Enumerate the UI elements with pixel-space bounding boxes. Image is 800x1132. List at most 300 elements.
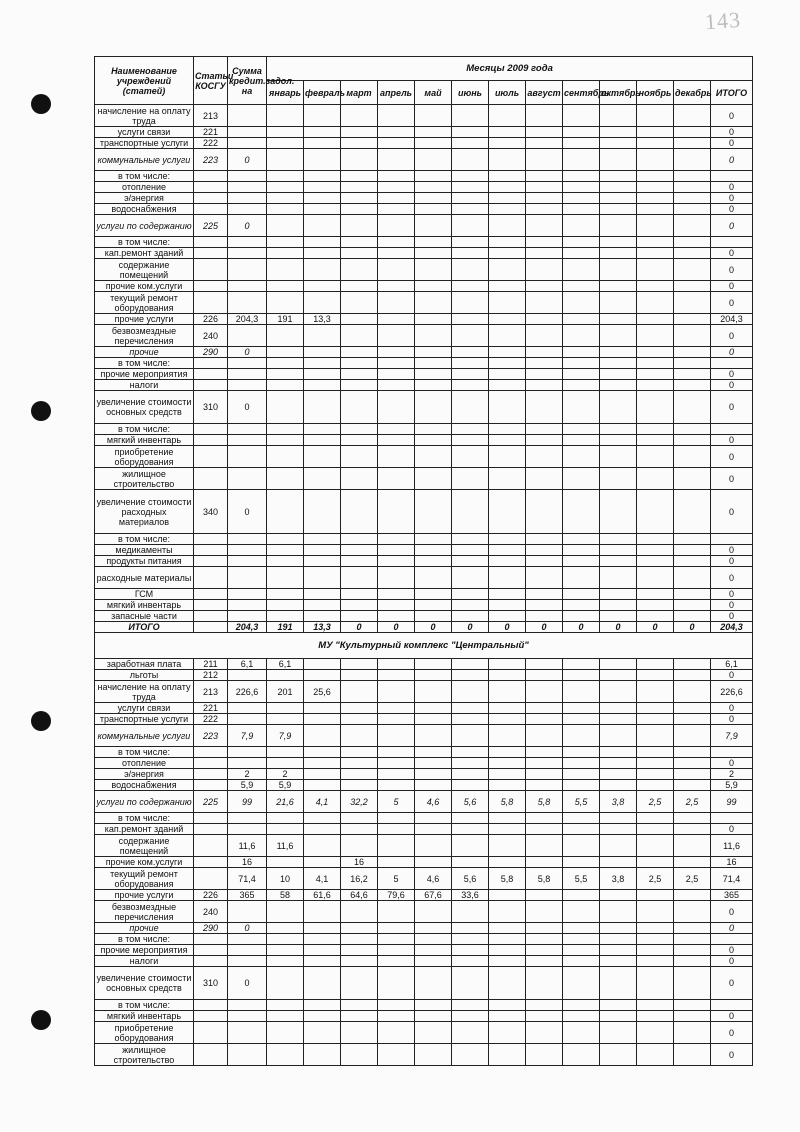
row-month-value	[674, 747, 711, 758]
row-month-value	[600, 237, 637, 248]
row-month-value: 11,6	[267, 835, 304, 857]
row-month-value	[526, 127, 563, 138]
row-name: коммунальные услуги	[95, 149, 194, 171]
row-month-value	[267, 670, 304, 681]
row-month-value	[378, 857, 415, 868]
row-name: жилищное строительство	[95, 468, 194, 490]
row-month-value	[600, 446, 637, 468]
row-total: 0	[711, 956, 753, 967]
row-month-value	[637, 193, 674, 204]
row-total: 99	[711, 791, 753, 813]
table-row	[95, 567, 753, 589]
row-month-value	[563, 725, 600, 747]
row-month-value	[674, 534, 711, 545]
row-debt: 7,9	[228, 725, 267, 747]
row-debt: 99	[228, 791, 267, 813]
row-month-value	[415, 589, 452, 600]
row-month-value	[489, 468, 526, 490]
row-month-value: 5	[378, 791, 415, 813]
row-kosgu: 240	[194, 901, 228, 923]
header-month: март	[341, 81, 378, 105]
row-month-value	[341, 813, 378, 824]
row-month-value	[637, 358, 674, 369]
row-month-value: 5,6	[452, 791, 489, 813]
row-month-value	[341, 589, 378, 600]
row-month-value	[304, 611, 341, 622]
row-month-value	[526, 1022, 563, 1044]
row-month-value	[674, 611, 711, 622]
row-month-value	[600, 248, 637, 259]
row-month-value	[674, 813, 711, 824]
row-month-value	[415, 1011, 452, 1022]
row-name: начисление на оплату труда	[95, 105, 194, 127]
row-month-value	[304, 127, 341, 138]
row-month-value	[341, 967, 378, 1000]
row-month-value	[452, 490, 489, 534]
row-name: в том числе:	[95, 934, 194, 945]
row-month-value	[415, 670, 452, 681]
row-month-value	[378, 358, 415, 369]
table-row	[95, 934, 753, 945]
row-month-value	[637, 725, 674, 747]
row-month-value	[674, 1011, 711, 1022]
row-name: увеличение стоимости расходных материалов	[95, 490, 194, 534]
row-kosgu: 222	[194, 138, 228, 149]
row-month-value	[600, 127, 637, 138]
row-month-value	[304, 670, 341, 681]
row-month-value	[415, 292, 452, 314]
row-month-value	[637, 1044, 674, 1066]
row-total: 0	[711, 138, 753, 149]
row-month-value	[341, 934, 378, 945]
row-month-value	[378, 380, 415, 391]
row-month-value	[452, 945, 489, 956]
table-row	[95, 890, 753, 901]
row-month-value	[526, 314, 563, 325]
row-month-value	[415, 204, 452, 215]
row-name: кап.ремонт зданий	[95, 824, 194, 835]
table-row	[95, 314, 753, 325]
row-name: налоги	[95, 956, 194, 967]
row-month-value	[378, 182, 415, 193]
row-month-value	[452, 934, 489, 945]
row-month-value	[526, 534, 563, 545]
row-month-value	[341, 127, 378, 138]
row-kosgu: 340	[194, 490, 228, 534]
row-month-value	[600, 1000, 637, 1011]
row-name: текущий ремонт оборудования	[95, 868, 194, 890]
row-month-value	[415, 237, 452, 248]
row-total: 0	[711, 758, 753, 769]
row-month-value	[415, 769, 452, 780]
row-month-value	[378, 611, 415, 622]
row-month-value	[637, 681, 674, 703]
row-month-value	[489, 934, 526, 945]
row-month-value	[378, 769, 415, 780]
row-month-value: 4,1	[304, 791, 341, 813]
row-debt: 71,4	[228, 868, 267, 890]
row-month-value	[341, 1022, 378, 1044]
row-month-value	[415, 567, 452, 589]
row-month-value	[489, 435, 526, 446]
row-month-value	[378, 325, 415, 347]
row-kosgu	[194, 589, 228, 600]
row-total	[711, 534, 753, 545]
row-month-value	[341, 314, 378, 325]
row-month-value	[452, 292, 489, 314]
row-month-value	[341, 600, 378, 611]
row-month-value	[637, 237, 674, 248]
row-month-value	[341, 391, 378, 424]
row-month-value	[341, 138, 378, 149]
row-month-value	[489, 670, 526, 681]
row-total: 0	[711, 292, 753, 314]
row-month-value	[526, 556, 563, 567]
row-month-value	[563, 281, 600, 292]
row-month-value	[304, 659, 341, 670]
row-total	[711, 747, 753, 758]
table-row	[95, 435, 753, 446]
row-month-value	[674, 780, 711, 791]
row-month-value	[563, 534, 600, 545]
row-month-value	[378, 490, 415, 534]
row-month-value	[637, 127, 674, 138]
section-2-title	[95, 633, 753, 659]
row-total: 0	[711, 259, 753, 281]
row-month-value	[415, 281, 452, 292]
row-month-value	[600, 149, 637, 171]
row-debt	[228, 611, 267, 622]
row-month-value	[341, 769, 378, 780]
table-row	[95, 622, 753, 633]
table-row	[95, 1044, 753, 1066]
row-month-value	[341, 171, 378, 182]
row-month-value: 64,6	[341, 890, 378, 901]
row-month-value	[341, 468, 378, 490]
row-month-value	[563, 292, 600, 314]
row-month-value	[267, 358, 304, 369]
row-month-value	[489, 105, 526, 127]
row-month-value	[304, 215, 341, 237]
header-month: июль	[489, 81, 526, 105]
row-name: мягкий инвентарь	[95, 435, 194, 446]
row-month-value	[378, 171, 415, 182]
row-debt	[228, 714, 267, 725]
row-month-value	[341, 747, 378, 758]
row-month-value: 5,8	[489, 791, 526, 813]
row-month-value	[526, 670, 563, 681]
row-month-value	[489, 1022, 526, 1044]
row-month-value	[526, 369, 563, 380]
row-month-value	[637, 391, 674, 424]
row-month-value	[489, 369, 526, 380]
row-month-value	[304, 824, 341, 835]
row-name: безвозмездные перечисления	[95, 325, 194, 347]
row-month-value	[415, 813, 452, 824]
row-month-value	[526, 945, 563, 956]
row-name: ГСМ	[95, 589, 194, 600]
row-total: 0	[711, 901, 753, 923]
row-month-value	[489, 545, 526, 556]
row-month-value	[415, 468, 452, 490]
row-month-value	[637, 923, 674, 934]
row-month-value	[378, 1022, 415, 1044]
row-month-value	[452, 314, 489, 325]
row-total: 0	[711, 600, 753, 611]
row-debt	[228, 468, 267, 490]
row-debt: 0	[228, 391, 267, 424]
row-total	[711, 934, 753, 945]
row-month-value	[637, 901, 674, 923]
row-month-value	[489, 446, 526, 468]
row-name: начисление на оплату труда	[95, 681, 194, 703]
row-debt	[228, 292, 267, 314]
row-month-value	[674, 138, 711, 149]
row-month-value	[637, 259, 674, 281]
row-month-value	[267, 468, 304, 490]
row-total: 0	[711, 1022, 753, 1044]
row-month-value	[563, 138, 600, 149]
row-month-value	[489, 1000, 526, 1011]
table-row	[95, 127, 753, 138]
row-month-value	[637, 149, 674, 171]
row-month-value	[674, 215, 711, 237]
row-name: прочие ком.услуги	[95, 857, 194, 868]
row-month-value	[304, 1000, 341, 1011]
row-month-value	[378, 681, 415, 703]
row-month-value	[526, 890, 563, 901]
row-kosgu	[194, 281, 228, 292]
row-name: прочие услуги	[95, 890, 194, 901]
row-month-value	[600, 259, 637, 281]
row-debt	[228, 248, 267, 259]
row-month-value	[304, 490, 341, 534]
row-month-value	[526, 325, 563, 347]
row-month-value	[304, 780, 341, 791]
row-debt: 6,1	[228, 659, 267, 670]
row-month-value	[563, 193, 600, 204]
row-month-value	[378, 758, 415, 769]
row-debt	[228, 556, 267, 567]
row-debt	[228, 446, 267, 468]
row-debt	[228, 813, 267, 824]
row-month-value	[378, 934, 415, 945]
row-name: приобретение оборудования	[95, 446, 194, 468]
row-month-value: 16	[341, 857, 378, 868]
row-month-value	[489, 347, 526, 358]
row-month-value	[415, 725, 452, 747]
row-kosgu	[194, 747, 228, 758]
row-debt	[228, 545, 267, 556]
row-month-value: 7,9	[267, 725, 304, 747]
row-month-value	[341, 424, 378, 435]
row-month-value	[267, 292, 304, 314]
row-month-value	[415, 934, 452, 945]
row-month-value	[489, 769, 526, 780]
row-month-value	[637, 347, 674, 358]
row-total: 204,3	[711, 622, 753, 633]
row-month-value	[267, 600, 304, 611]
table-row	[95, 769, 753, 780]
row-month-value	[600, 780, 637, 791]
row-month-value: 4,6	[415, 791, 452, 813]
row-kosgu	[194, 446, 228, 468]
table-row	[95, 600, 753, 611]
table-row	[95, 857, 753, 868]
row-month-value	[267, 1000, 304, 1011]
row-total: 2	[711, 769, 753, 780]
row-kosgu: 225	[194, 791, 228, 813]
row-month-value	[600, 204, 637, 215]
row-month-value	[452, 545, 489, 556]
row-month-value	[341, 215, 378, 237]
row-total: 0	[711, 545, 753, 556]
row-kosgu: 310	[194, 967, 228, 1000]
row-month-value	[600, 314, 637, 325]
table-row	[95, 369, 753, 380]
table-row	[95, 758, 753, 769]
row-month-value	[489, 314, 526, 325]
header-month: октябрь	[600, 81, 637, 105]
row-month-value	[341, 611, 378, 622]
row-month-value	[304, 347, 341, 358]
row-month-value	[304, 358, 341, 369]
row-month-value	[415, 314, 452, 325]
row-total: 0	[711, 1044, 753, 1066]
row-month-value	[341, 182, 378, 193]
row-month-value	[415, 835, 452, 857]
table-row	[95, 490, 753, 534]
row-total: 226,6	[711, 681, 753, 703]
row-month-value	[415, 369, 452, 380]
row-name: э/энергия	[95, 193, 194, 204]
row-month-value	[378, 567, 415, 589]
row-month-value	[489, 780, 526, 791]
row-debt: 0	[228, 347, 267, 358]
row-kosgu	[194, 1000, 228, 1011]
row-month-value	[415, 105, 452, 127]
row-month-value	[563, 105, 600, 127]
row-kosgu	[194, 868, 228, 890]
row-month-value	[341, 945, 378, 956]
row-month-value	[674, 171, 711, 182]
row-month-value	[378, 714, 415, 725]
row-month-value	[452, 259, 489, 281]
row-month-value	[563, 703, 600, 714]
row-month-value: 33,6	[452, 890, 489, 901]
row-month-value	[563, 659, 600, 670]
row-month-value	[415, 391, 452, 424]
row-month-value	[526, 934, 563, 945]
row-month-value	[600, 824, 637, 835]
row-month-value: 5,6	[452, 868, 489, 890]
row-month-value	[526, 193, 563, 204]
row-month-value	[674, 967, 711, 1000]
row-name: увеличение стоимости основных средств	[95, 967, 194, 1000]
row-month-value	[267, 149, 304, 171]
row-month-value	[489, 890, 526, 901]
row-month-value	[637, 138, 674, 149]
row-month-value	[378, 281, 415, 292]
row-month-value	[637, 670, 674, 681]
row-name: услуги связи	[95, 703, 194, 714]
row-month-value	[563, 259, 600, 281]
row-debt	[228, 358, 267, 369]
row-month-value	[563, 714, 600, 725]
row-total: 0	[711, 714, 753, 725]
row-month-value	[637, 314, 674, 325]
row-month-value	[674, 923, 711, 934]
row-month-value	[304, 193, 341, 204]
row-month-value	[674, 127, 711, 138]
table-row	[95, 780, 753, 791]
row-month-value	[674, 714, 711, 725]
row-month-value	[378, 545, 415, 556]
row-month-value	[415, 780, 452, 791]
row-month-value	[489, 857, 526, 868]
row-kosgu: 223	[194, 149, 228, 171]
row-month-value	[563, 1022, 600, 1044]
table-row	[95, 589, 753, 600]
row-month-value	[600, 934, 637, 945]
row-month-value	[489, 923, 526, 934]
row-month-value	[563, 670, 600, 681]
row-kosgu: 290	[194, 347, 228, 358]
row-total	[711, 171, 753, 182]
row-month-value	[674, 670, 711, 681]
row-month-value	[674, 1000, 711, 1011]
row-month-value: 4,6	[415, 868, 452, 890]
row-month-value	[674, 567, 711, 589]
row-debt	[228, 105, 267, 127]
row-month-value	[674, 703, 711, 714]
row-month-value	[452, 182, 489, 193]
row-month-value	[563, 600, 600, 611]
row-month-value	[563, 945, 600, 956]
row-name: в том числе:	[95, 424, 194, 435]
row-total: 0	[711, 567, 753, 589]
table-row	[95, 182, 753, 193]
table-row	[95, 901, 753, 923]
row-kosgu	[194, 611, 228, 622]
row-month-value	[600, 901, 637, 923]
row-month-value	[378, 105, 415, 127]
row-month-value	[674, 659, 711, 670]
row-month-value	[267, 956, 304, 967]
row-month-value	[674, 391, 711, 424]
row-month-value	[415, 703, 452, 714]
table-row	[95, 681, 753, 703]
header-months-title: Месяцы 2009 года	[267, 57, 753, 81]
row-month-value	[378, 237, 415, 248]
row-month-value	[304, 369, 341, 380]
row-month-value	[526, 182, 563, 193]
row-kosgu: 226	[194, 890, 228, 901]
row-month-value	[378, 945, 415, 956]
row-month-value	[637, 967, 674, 1000]
table-row	[95, 138, 753, 149]
row-kosgu	[194, 780, 228, 791]
row-month-value	[563, 901, 600, 923]
row-month-value	[637, 857, 674, 868]
row-name: транспортные услуги	[95, 138, 194, 149]
row-month-value	[526, 725, 563, 747]
table-row	[95, 446, 753, 468]
row-name: заработная плата	[95, 659, 194, 670]
row-month-value: 4,1	[304, 868, 341, 890]
row-name: в том числе:	[95, 171, 194, 182]
row-month-value	[600, 358, 637, 369]
